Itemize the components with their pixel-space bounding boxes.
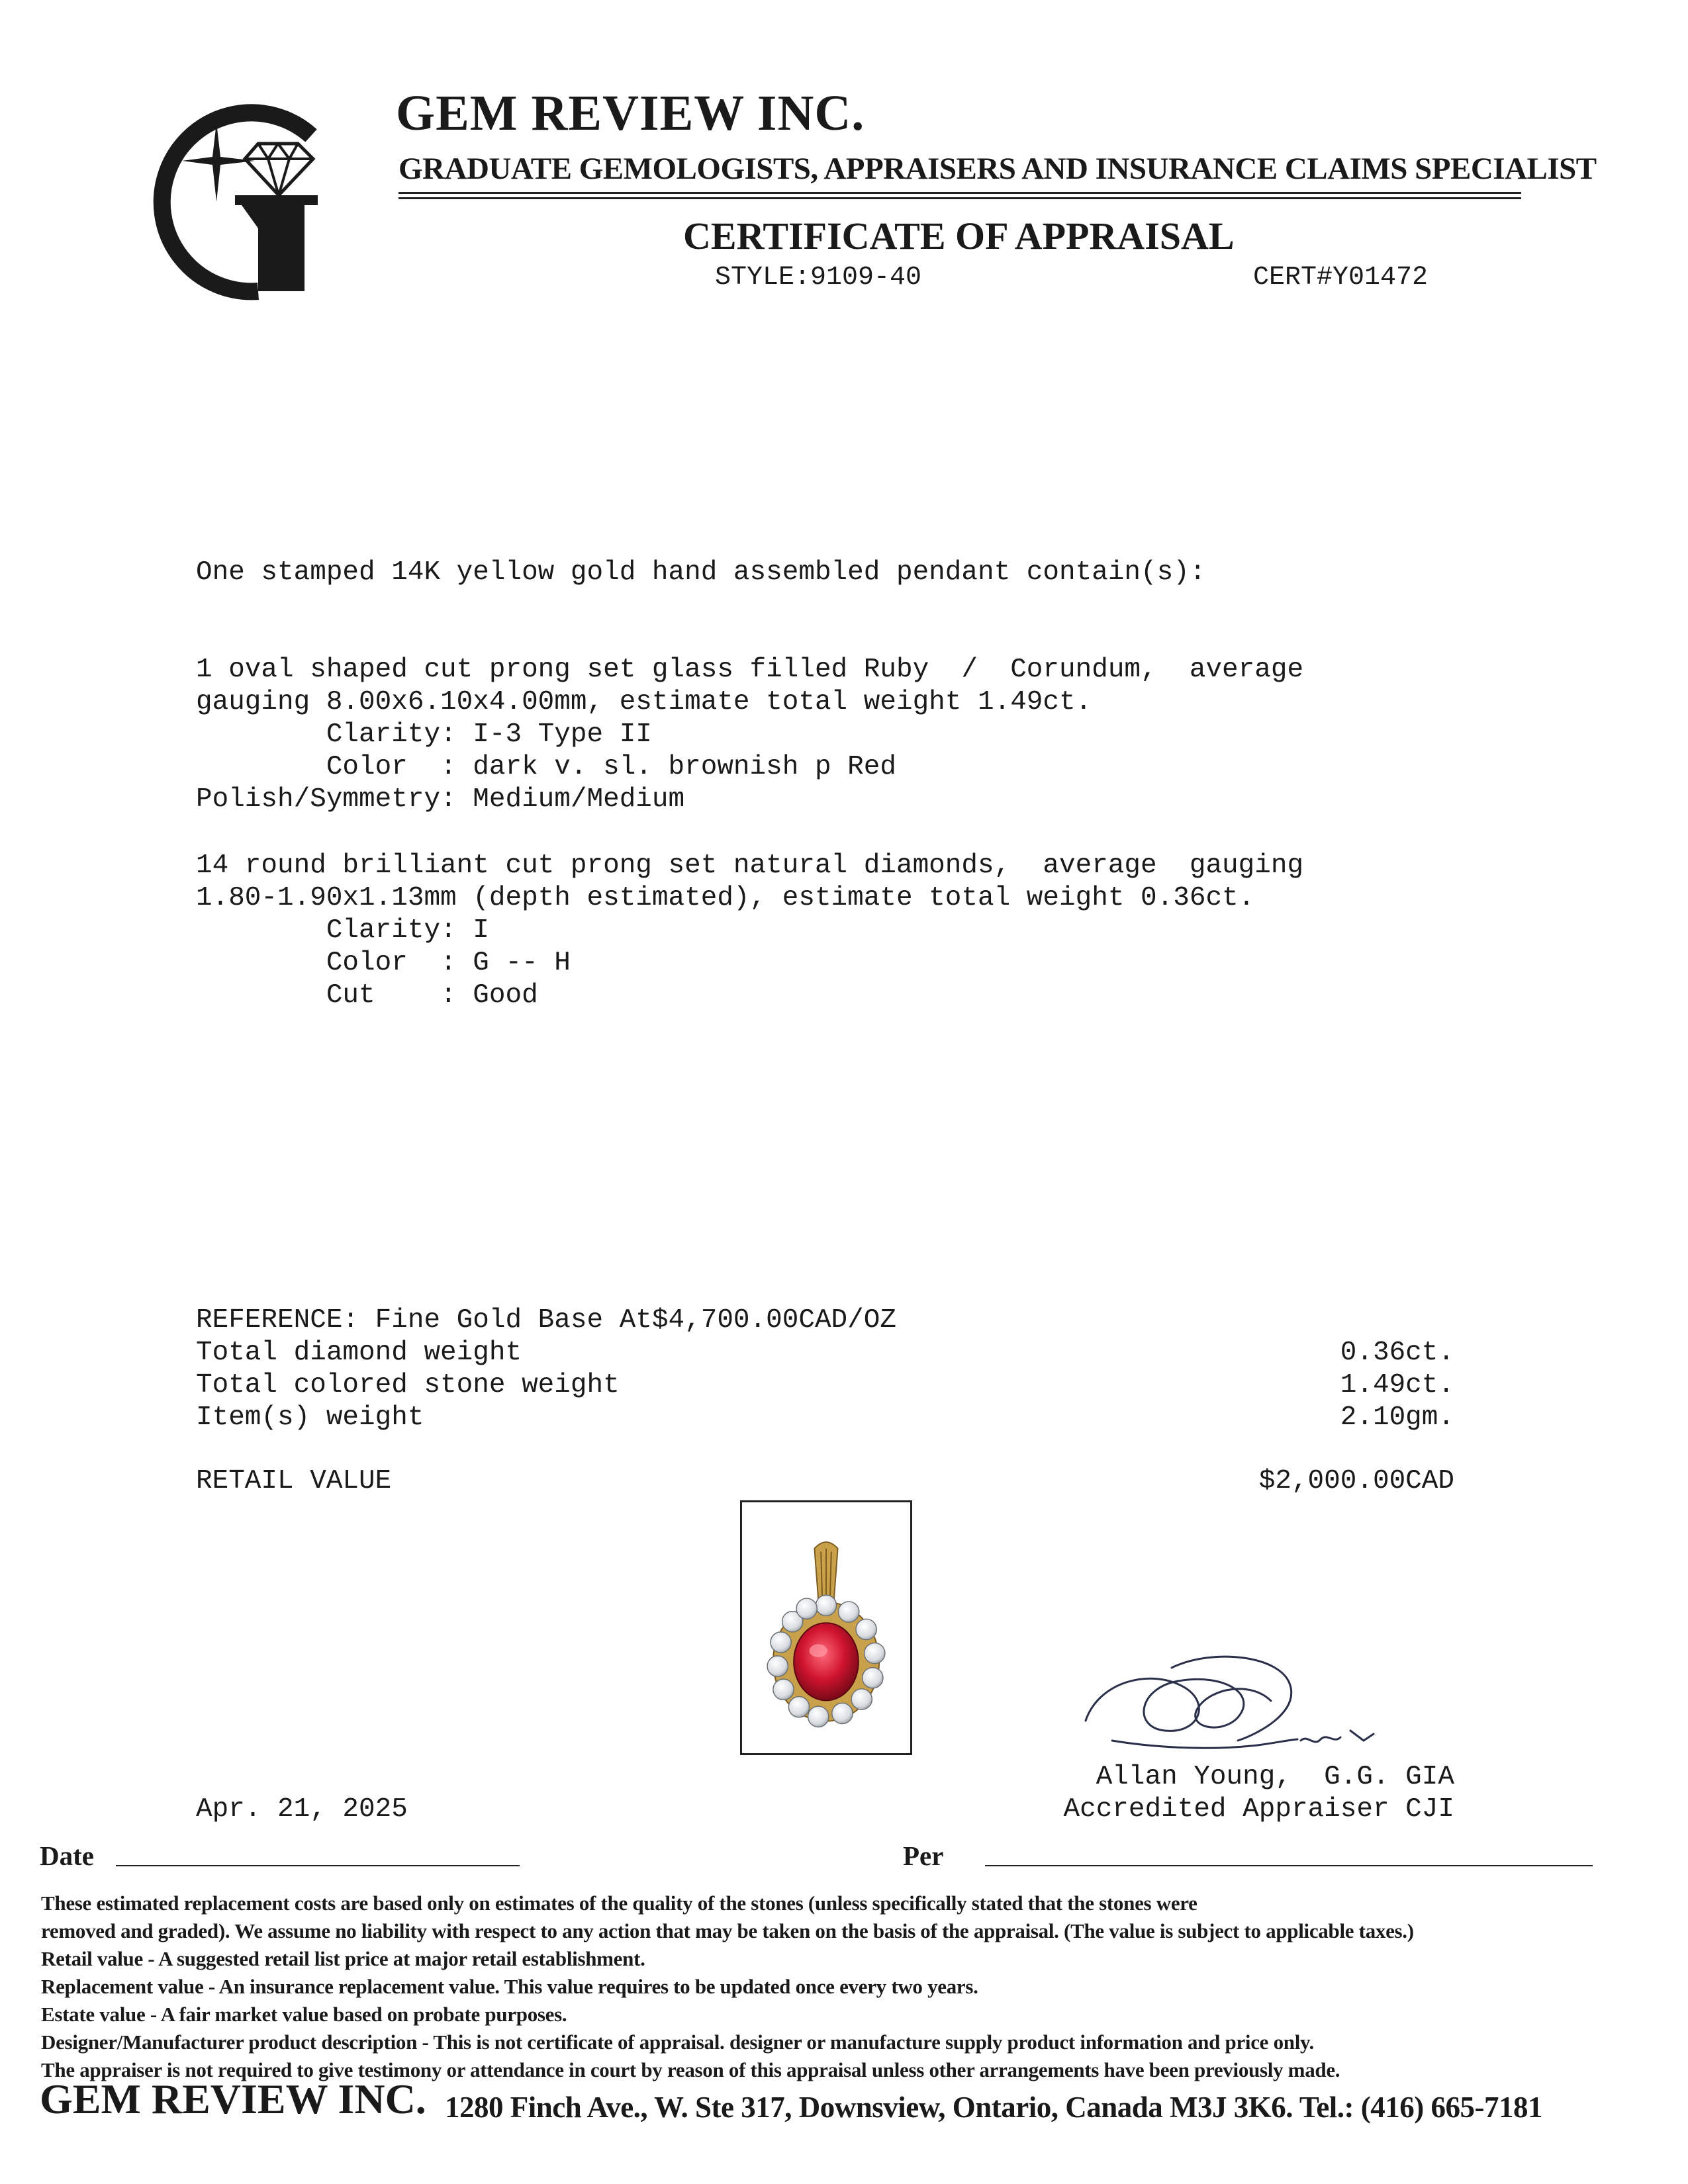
ruby-color: Color : dark v. sl. brownish p Red (196, 752, 896, 782)
ruby-pendant-icon (742, 1502, 910, 1753)
pendant-photo (740, 1500, 912, 1755)
date-label: Date (40, 1841, 94, 1871)
company-tagline: GRADUATE GEMOLOGISTS, APPRAISERS AND INSURANCE CLAIMS SPECIALIST (399, 152, 1597, 186)
gold-reference: REFERENCE: Fine Gold Base At$4,700.00CAD/OZ (196, 1305, 896, 1336)
total-diamond-weight-label: Total diamond weight (196, 1338, 522, 1368)
company-logo-icon (142, 96, 341, 301)
ruby-description-line-1: 1 oval shaped cut prong set glass filled Ruby / Corundum, average (196, 655, 1304, 685)
appraisal-date-value: Apr. 21, 2025 (196, 1794, 408, 1825)
ruby-description-line-2: gauging 8.00x6.10x4.00mm, estimate total weight 1.49ct. (196, 687, 1092, 717)
company-name: GEM REVIEW INC. (396, 85, 865, 141)
certificate-number: CERT#Y01472 (1253, 263, 1429, 293)
diamond-color: Color : G -- H (196, 948, 571, 978)
header-rule-bottom (399, 197, 1521, 199)
appraiser-name: Allan Young, G.G. GIA (1096, 1762, 1454, 1792)
total-colored-stone-weight-label: Total colored stone weight (196, 1370, 620, 1400)
disclaimer-replacement-value: Replacement value - An insurance replacement value. This value requires to be updated once every two years. (41, 1975, 978, 1998)
disclaimer-line-2: removed and graded). We assume no liability with respect to any action that may be taken on the basis of the appraisal. (The value is subject to applicable taxes.) (41, 1919, 1414, 1942)
ruby-polish-symmetry: Polish/Symmetry: Medium/Medium (196, 784, 685, 815)
retail-value-label: RETAIL VALUE (196, 1466, 392, 1496)
retail-value-amount: $2,000.00CAD (1258, 1466, 1454, 1496)
diamond-cut: Cut : Good (196, 980, 538, 1011)
diamond-description-line-1: 14 round brilliant cut prong set natural diamonds, average gauging (196, 850, 1304, 881)
disclaimer-designer-description: Designer/Manufacturer product description - This is not certificate of appraisal. designer or manufacture supply product information and price only. (41, 2030, 1314, 2054)
footer-company-name: GEM REVIEW INC. (40, 2075, 426, 2122)
style-number: STYLE:9109-40 (715, 263, 922, 293)
total-diamond-weight-value: 0.36ct. (1340, 1338, 1454, 1368)
appraiser-signature (1072, 1641, 1390, 1760)
appraiser-title: Accredited Appraiser CJI (1063, 1794, 1454, 1825)
item-weight-value: 2.10gm. (1340, 1402, 1454, 1433)
item-weight-label: Item(s) weight (196, 1402, 424, 1433)
disclaimer-testimony: The appraiser is not required to give testimony or attendance in court by reason of this appraisal unless other arrangements have been previously made. (41, 2058, 1340, 2081)
per-label: Per (903, 1841, 944, 1871)
certificate-title: CERTIFICATE OF APPRAISAL (683, 214, 1235, 257)
ruby-clarity: Clarity: I-3 Type II (196, 719, 652, 750)
diamond-description-line-2: 1.80-1.90x1.13mm (depth estimated), estimate total weight 0.36ct. (196, 883, 1255, 913)
date-line (116, 1865, 520, 1866)
disclaimer-line-1: These estimated replacement costs are based only on estimates of the quality of the stones (unless specifically stated that the stones were (41, 1891, 1197, 1915)
disclaimer-estate-value: Estate value - A fair market value based on probate purposes. (41, 2003, 567, 2026)
diamond-clarity: Clarity: I (196, 915, 489, 946)
disclaimer-retail-value: Retail value - A suggested retail list price at major retail establishment. (41, 1947, 645, 1970)
per-line (985, 1865, 1593, 1866)
total-colored-stone-weight-value: 1.49ct. (1340, 1370, 1454, 1400)
item-intro: One stamped 14K yellow gold hand assembled pendant contain(s): (196, 557, 1206, 588)
header-rule-top (399, 192, 1521, 194)
footer-address: 1280 Finch Ave., W. Ste 317, Downsview, Ontario, Canada M3J 3K6. Tel.: (416) 665-7181 (445, 2091, 1542, 2124)
